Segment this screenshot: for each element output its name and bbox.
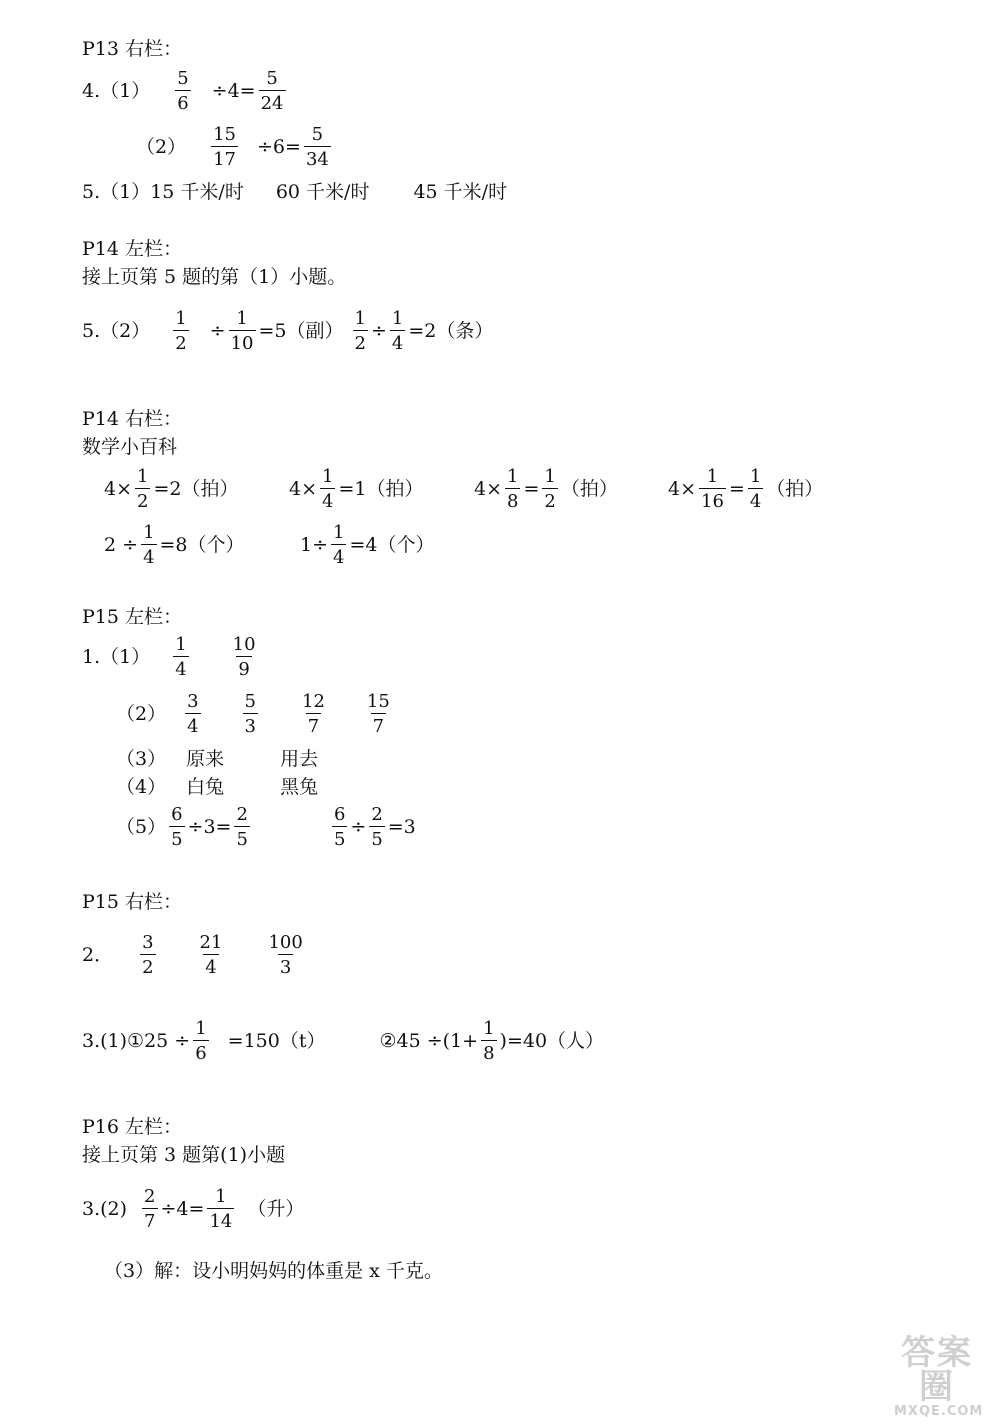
fraction [229,310,256,353]
problem-label: 3.(2) [82,1198,128,1220]
fraction [390,310,405,353]
denominator: 5 [332,826,347,849]
numerator: 6 [171,804,183,825]
denominator: 4 [390,330,405,353]
denominator: 4 [173,656,188,679]
numerator: 1 [143,522,155,543]
denominator: 14 [207,1208,234,1231]
fraction [300,693,327,736]
section-heading-p13-right: P13 右栏： [82,38,183,60]
numerator: 1 [544,466,556,487]
fraction [141,524,156,567]
denominator: 4 [185,713,200,736]
numerator: 5 [244,691,256,712]
numerator: 1 [483,1018,495,1039]
denominator: 4 [748,488,763,511]
numerator: 1 [175,634,187,655]
numerator: 1 [215,1186,227,1207]
problem-3-3: （3）解：设小明妈妈的体重是 x 千克。 [104,1260,443,1282]
denominator: 7 [371,713,386,736]
beat-expression-2: 4× $\frac{1}{4}$ =1（拍） [289,466,424,512]
continuation-note: 接上页第 3 题第(1)小题 [82,1144,286,1166]
problem-1-4: （4） 白兔 黑兔 [116,776,319,798]
numerator: 5 [177,68,189,89]
denominator: 9 [236,656,251,679]
problem-label: 2． [82,944,114,966]
problem-4-2: （2） $\frac{15}{17}$ ÷6= $\frac{5}{34}$ [136,124,329,170]
fraction [135,468,150,511]
problem-1-3: （3） 原来 用去 [116,748,319,770]
numerator: 1 [749,466,762,487]
numerator: 15 [213,124,236,145]
beat-expression-3: 4× $\frac{1}{8}$ = $\frac{1}{2}$ （拍） [474,466,618,512]
numerator: 1 [354,308,366,329]
problem-label: 3.(1)①25 ÷ [82,1030,191,1052]
numerator: 1 [175,308,187,329]
fraction [699,468,726,511]
problem-5-1: 5.（1）15 千米/时 60 千米/时 45 千米/时 [82,181,508,203]
beat-expression-6: 1÷ $\frac{1}{4}$ =4（个） [300,522,435,568]
fraction [259,70,286,113]
fraction [169,806,184,849]
denominator: 5 [169,826,184,849]
section-heading-p15-left: P15 左栏： [82,606,183,628]
fraction [198,934,225,977]
fraction [748,468,763,511]
numerator: 1 [195,1018,207,1039]
beat-expression-4: 4× $\frac{1}{16}$ = $\frac{1}{4}$ （拍） [668,466,824,512]
subsection-title: 数学小百科 [82,436,178,458]
numerator: 1 [322,466,334,487]
fraction [365,693,392,736]
denominator: 17 [211,146,238,169]
numerator: 15 [366,691,390,712]
numerator: 2 [144,1186,156,1207]
fraction [173,636,188,679]
denominator: 2 [542,488,557,511]
numerator: 1 [236,308,248,329]
numerator: 1 [137,466,149,487]
denominator: 6 [175,90,190,113]
numerator: 1 [706,466,719,487]
watermark-url: MXQE.COM [894,1404,984,1419]
fraction [207,1188,234,1231]
denominator: 5 [369,826,384,849]
problem-label: 5.（2） [82,320,151,342]
fraction [243,693,258,736]
section-heading-p14-left: P14 左栏： [82,238,183,260]
watermark-logo-text: 答案圈 [901,1333,973,1407]
problem-label: （5） [116,816,167,838]
numerator: 3 [142,932,154,953]
denominator: 4 [320,488,335,511]
fraction [175,70,190,113]
continuation-note: 接上页第 5 题的第（1）小题。 [82,266,347,288]
fraction [185,693,200,736]
fraction [369,806,384,849]
fraction [211,126,238,169]
numerator: 1 [391,308,404,329]
fraction [234,806,249,849]
fraction [353,310,368,353]
fraction [320,468,335,511]
section-heading-p16-left: P16 左栏： [82,1116,183,1138]
problem-label: 1.（1） [82,646,151,668]
problem-label: （2） [136,136,187,158]
fraction [331,524,346,567]
fraction [140,934,155,977]
denominator: 6 [193,1040,208,1063]
section-heading-p15-right: P15 右栏： [82,891,183,913]
problem-label: （3） [116,748,167,770]
numerator: 2 [236,804,248,825]
denominator: 2 [173,330,188,353]
numerator: 3 [187,691,199,712]
problem-1-5: （5） $\frac{6}{5}$ ÷3= $\frac{2}{5}$ $\frac{6}{5}$ ÷ $\frac{2}{5}$ =3 [116,804,416,850]
fraction [173,310,188,353]
fraction [304,126,331,169]
problem-4-1: 4.（1） $\frac{5}{6}$ ÷4= $\frac{5}{24}$ [82,68,284,114]
denominator: 3 [278,954,293,977]
denominator: 2 [140,954,155,977]
fraction [481,1020,496,1063]
denominator: 4 [331,544,346,567]
fraction [505,468,520,511]
numerator: 100 [268,932,303,953]
numerator: 2 [371,804,383,825]
fraction [542,468,557,511]
problem-2 [82,934,308,977]
denominator: 7 [306,713,321,736]
fraction [266,934,304,977]
denominator: 3 [243,713,258,736]
numerator: 21 [199,932,223,953]
denominator: 4 [203,954,218,977]
denominator: 8 [481,1040,496,1063]
fraction [193,1020,208,1063]
numerator: 5 [266,68,278,89]
section-heading-p14-right: P14 右栏： [82,408,183,430]
watermark-logo [894,1333,984,1419]
problem-1-2 [116,693,395,736]
numerator: 1 [507,466,519,487]
denominator: 7 [142,1208,157,1231]
numerator: 10 [232,634,256,655]
problem-3-1: 3.(1)①25 ÷ $\frac{1}{6}$ =150（t） ②45 ÷(1+ $\frac{1}{8}$ )=40（人） [82,1018,605,1064]
problem-label: （2） [116,703,167,725]
denominator: 5 [234,826,249,849]
denominator: 2 [353,330,368,353]
problem-label: 4.（1） [82,80,151,102]
beat-expression-1: 4× $\frac{1}{2}$ =2（拍） [104,466,239,512]
denominator: 34 [304,146,331,169]
numerator: 1 [333,522,345,543]
fraction [142,1188,157,1231]
denominator: 24 [259,90,286,113]
denominator: 10 [229,330,256,353]
problem-3-2: 3.(2) $\frac{2}{7}$ ÷4= $\frac{1}{14}$ （升） [82,1186,305,1232]
problem-1-1 [82,636,261,679]
numerator: 5 [311,124,324,145]
denominator: 2 [135,488,150,511]
problem-5-2: 5.（2） $\frac{1}{2}$ ÷ $\frac{1}{10}$ =5（副） $\frac{1}{2}$ ÷ $\frac{1}{4}$ =2（条） [82,308,494,354]
denominator: 8 [505,488,520,511]
denominator: 16 [699,488,726,511]
fraction [231,636,258,679]
numerator: 6 [333,804,346,825]
problem-label: （4） [116,776,167,798]
fraction [332,806,347,849]
numerator: 12 [302,691,325,712]
denominator: 4 [141,544,156,567]
beat-expression-5: 2 ÷ $\frac{1}{4}$ =8（个） [104,522,245,568]
